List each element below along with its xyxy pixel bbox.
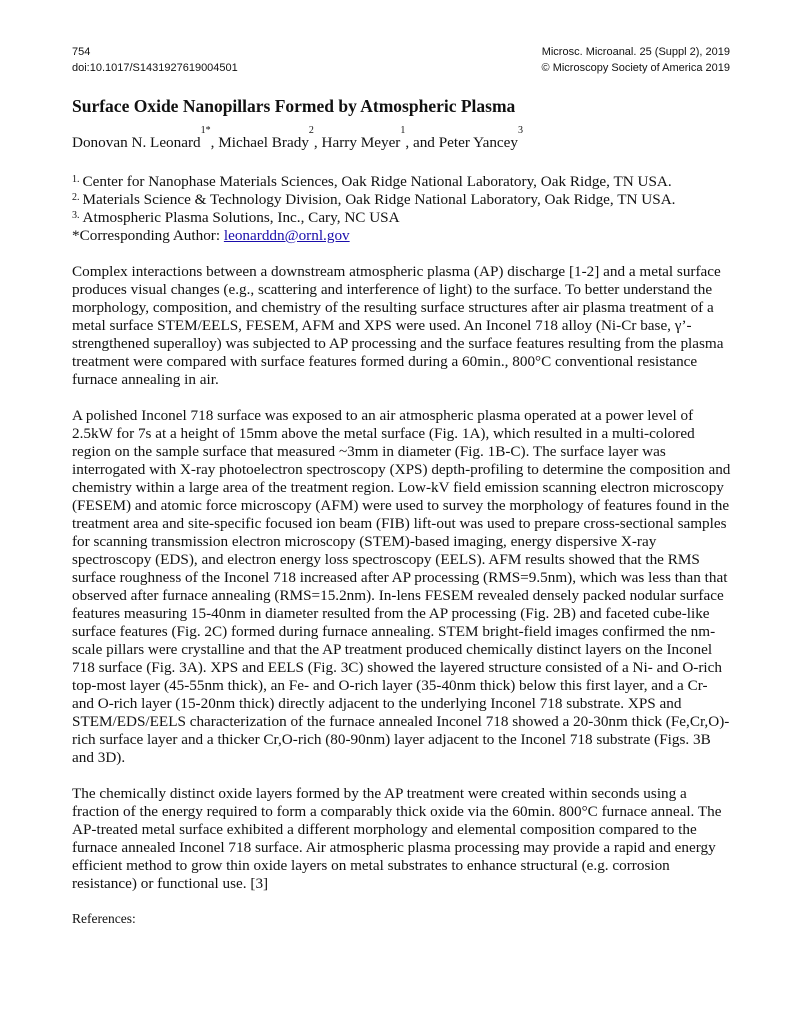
paper-title: Surface Oxide Nanopillars Formed by Atmospheric Plasma: [72, 96, 516, 116]
affiliation: $^{1.}$ Center for Nanophase Materials Sciences, Oak Ridge National Laboratory, Oak Ridge, TN USA.: [72, 173, 672, 190]
doi: doi:10.1017/S1431927619004501: [72, 61, 238, 74]
affiliation-list: [72, 173, 732, 245]
author: Donovan N. Leonard$^{1*}$,: [72, 125, 219, 151]
page-header-right: [542, 45, 730, 76]
references-heading: References:: [72, 911, 136, 926]
affiliation: $^{2.}$ Materials Science & Technology Division, Oak Ridge National Laboratory, Oak Ridge, TN USA.: [72, 191, 676, 208]
author: Michael Brady$^2$,: [218, 125, 322, 151]
copyright: © Microscopy Society of America 2019: [541, 61, 730, 74]
body-paragraph-3: The chemically distinct oxide layers formed by the AP treatment were created within seconds using a fraction of the energy required to form a comparably thick oxide via the 60min. 800°C furnace anneal. The AP-treated metal surface exhibited a different morphology and elemental composition compared to the furnace annealed Inconel 718 surface. Air atmospheric plasma processing may provide a rapid and energy efficient method to grow thin oxide layers on metal substrates to enhance structural (e.g. corrosion resistance) or functional use. [3]: [72, 785, 722, 892]
affiliation: $^{3.}$ Atmospheric Plasma Solutions, Inc., Cary, NC USA: [72, 209, 400, 226]
journal-citation: Microsc. Microanal. 25 (Suppl 2), 2019: [541, 46, 730, 58]
author-list: [72, 125, 732, 152]
author: Peter Yancey$^3$: [438, 125, 523, 151]
page-number: 754: [72, 46, 91, 58]
author: Harry Meyer$^1$, and: [321, 125, 439, 151]
corresponding-author: *Corresponding Author: leonarddn@ornl.gov: [72, 227, 350, 244]
article-body: [72, 95, 732, 928]
email-link[interactable]: leonarddn@ornl.gov: [223, 227, 350, 244]
body-paragraph-2: A polished Inconel 718 surface was exposed to an air atmospheric plasma operated at a power level of 2.5kW for 7s at a height of 15mm above the metal surface (Fig. 1A), which resulted in a multi-colored region on the sample surface that measured ~3mm in diameter (Fig. 1B-C). The surface layer was interrogated with X-ray photoelectron spectroscopy (XPS) depth-profiling to determine the composition and chemistry within a large area of the treatment region. Low-kV field emission scanning electron microscopy (FESEM) and atomic force microscopy (AFM) were used to survey the morphology of features found in the treatment area and site-specific focused ion beam (FIB) lift-out was used to prepare cross-sectional samples for scanning transmission electron microscopy (STEM)-based imaging, energy dispersive X-ray spectroscopy (EDS), and electron energy loss spectroscopy (EELS). AFM results showed that the RMS surface roughness of the Inconel 718 increased after AP processing (RMS=9.5nm), which was less than that observed after furnace annealing (RMS=15.2nm). In-lens FESEM revealed densely packed nodular surface features measuring 15-40nm in diameter resulted from the AP processing (Fig. 2B) and faceted cube-like surface features (Fig. 2C) formed during furnace annealing. STEM bright-field images confirmed the nm-scale pillars were crystalline and that the AP treatment produced chemically distinct layers on the Inconel 718 surface (Fig. 3A). XPS and EELS (Fig. 3C) showed the layered structure consisted of a Ni- and O-rich top-most layer (45-55nm thick), an Fe- and O-rich layer (35-40nm thick) below this first layer, and a Cr- and O-rich layer (15-20nm thick) directly adjacent to the underlying Inconel 718 substrate. XPS and STEM/EDS/EELS characterization of the furnace annealed Inconel 718 showed a 20-30nm thick (Fe,Cr,O)-rich surface layer and a thicker Cr,O-rich (80-90nm) layer adjacent to the Inconel 718 substrate (Figs. 3B and 3D).: [72, 407, 731, 766]
body-paragraph-1: Complex interactions between a downstream atmospheric plasma (AP) discharge [1-2] and a metal surface produces visual changes (e.g., scattering and interference of light) to the surface. To better understand the morphology, composition, and chemistry of the resulting surface structures after air plasma treatment of a metal surface STEM/EELS, FESEM, AFM and XPS were used. An Inconel 718 alloy (Ni-Cr base, γ’-strengthened superalloy) was subjected to AP processing and the surface features resulting from the plasma treatment were compared with surface features formed during a 60min., 800°C conventional resistance furnace annealing in air.: [72, 263, 724, 388]
page-header-left: [72, 45, 238, 76]
